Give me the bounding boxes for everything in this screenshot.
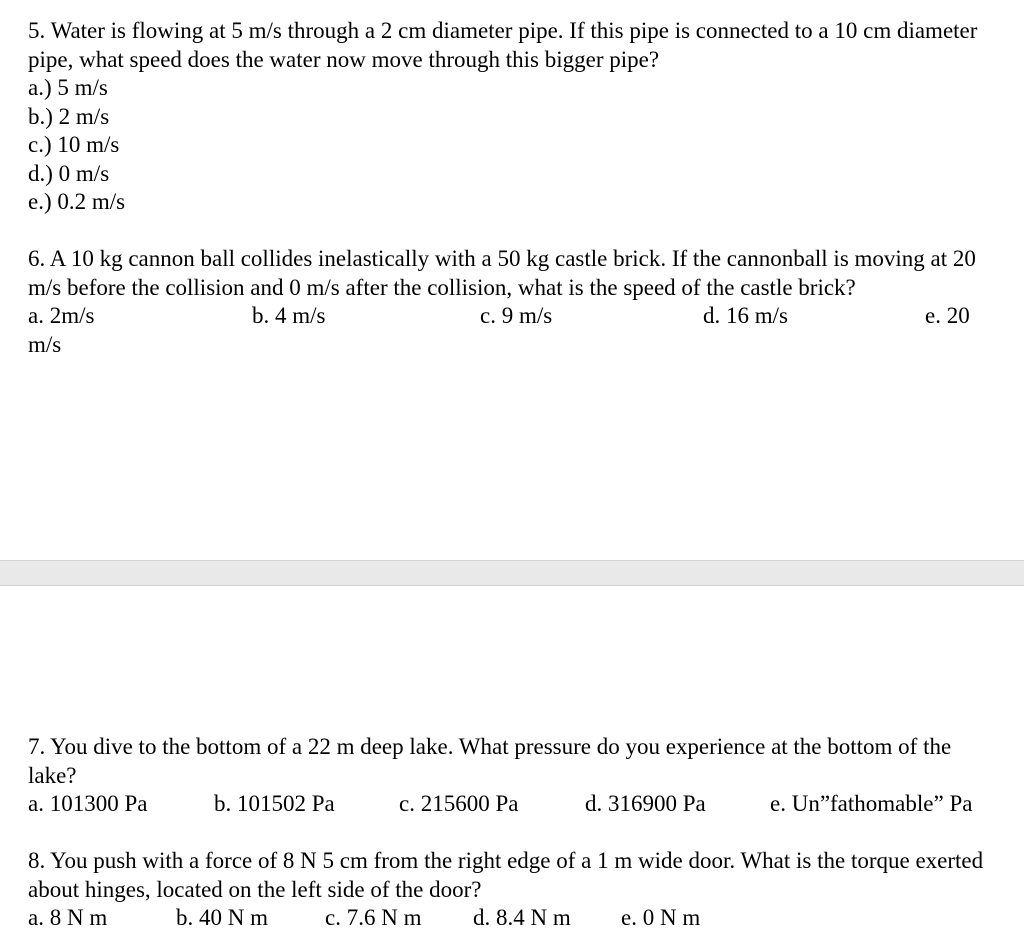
question-8-option-b: b. 40 N m xyxy=(176,905,268,930)
question-8 xyxy=(28,847,993,933)
question-7-option-c: c. 215600 Pa xyxy=(399,791,519,816)
question-6-stem: 6. A 10 kg cannon ball collides inelastically with a 50 kg castle brick. If the cannonball is moving at 20 m/s before the collision and 0 m/s after the collision, what is the speed of the castle brick? xyxy=(28,246,976,300)
question-8-option-e: e. 0 N m xyxy=(621,905,701,930)
question-5-option-d: d.) 0 m/s xyxy=(28,160,110,186)
question-7 xyxy=(28,733,993,819)
question-8-option-a: a. 8 N m xyxy=(28,905,108,930)
question-8-option-c: c. 7.6 N m xyxy=(325,905,422,930)
question-7-option-a: a. 101300 Pa xyxy=(28,791,148,816)
question-8-option-d: d. 8.4 N m xyxy=(473,905,571,930)
question-8-options xyxy=(28,904,993,933)
question-6-option-e: e. 20 xyxy=(925,303,970,328)
question-6-options xyxy=(28,302,993,331)
question-6-option-b: b. 4 m/s xyxy=(252,303,326,328)
question-6-option-c: c. 9 m/s xyxy=(480,303,553,328)
question-5-option-b: b.) 2 m/s xyxy=(28,103,110,129)
page-separator xyxy=(0,560,1024,586)
question-5-option-e: e.) 0.2 m/s xyxy=(28,189,126,214)
question-6 xyxy=(28,245,993,359)
question-5-stem: 5. Water is flowing at 5 m/s through a 2 cm diameter pipe. If this pipe is connected to a 10 cm diameter pipe, what speed does the water now move through this bigger pipe? xyxy=(28,18,978,72)
question-6-option-e-wrap: m/s xyxy=(28,331,62,357)
question-5-option-a: a.) 5 m/s xyxy=(28,75,108,100)
question-7-option-e: e. Un”fathomable” Pa xyxy=(770,791,973,816)
question-8-stem: 8. You push with a force of 8 N 5 cm from the right edge of a 1 m wide door. What is the torque exerted about hinges, located on the left side of the door? xyxy=(28,848,984,902)
question-7-options xyxy=(28,790,993,819)
question-7-option-d: d. 316900 Pa xyxy=(585,791,706,816)
question-7-option-b: b. 101502 Pa xyxy=(214,791,335,816)
question-6-option-d: d. 16 m/s xyxy=(703,303,788,328)
question-7-stem: 7. You dive to the bottom of a 22 m deep lake. What pressure do you experience at the bottom of the lake? xyxy=(28,734,952,788)
question-5-option-c: c.) 10 m/s xyxy=(28,132,120,157)
question-6-option-a: a. 2m/s xyxy=(28,303,95,328)
question-5 xyxy=(28,17,993,217)
document-page-bottom xyxy=(0,586,1024,946)
